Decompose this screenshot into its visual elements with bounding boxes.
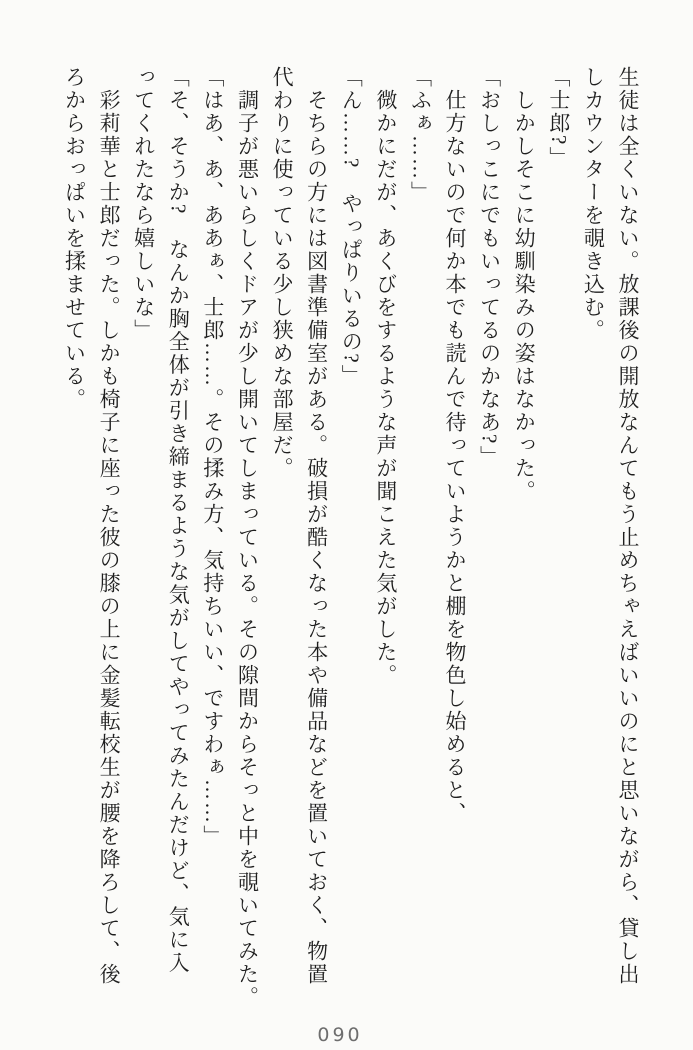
text-column: 生徒は全くいない。放課後の開放なんてもう止めちゃえばいいのにと思いながら、貸し出	[616, 66, 640, 986]
text-column: しカウンターを覗き込む。	[581, 66, 606, 342]
text-column-dialogue: 「はあ、あ、ああぁ、士郎……。その揉み方、気持ちいい、ですわぁ……」	[200, 66, 225, 848]
text-column-dialogue: 「そ、そうか? なんか胸全体が引き締まるような気がしてやってみたんだけど、気に入	[166, 66, 191, 975]
text-column: 微かにだが、あくびをするような声が聞こえた気がした。	[373, 66, 398, 687]
page-number: 090	[317, 1024, 363, 1046]
text-column-dialogue: 「ふぁ……」	[408, 66, 433, 204]
novel-text-block	[57, 66, 645, 1009]
text-column: 彩莉華と士郎だった。しかも椅子に座った彼の膝の上に金髪転校生が腰を降ろして、後	[97, 66, 122, 986]
text-column-dialogue: ってくれたなら嬉しいな」	[131, 66, 156, 342]
text-column: そちらの方には図書準備室がある。破損が酷くなった本や備品などを置いておく、物置	[304, 66, 329, 986]
text-column: 代わりに使っている少し狭めな部屋だ。	[270, 66, 295, 480]
text-column: 仕方ないので何か本でも読んで待っていようかと棚を物色し始めると、	[443, 66, 468, 825]
text-column: しかしそこに幼馴染みの姿はなかった。	[512, 66, 537, 503]
text-column-dialogue: 「ん……? やっぱりいるの?」	[339, 66, 364, 388]
text-column: 調子が悪いらしくドアが少し開いてしまっている。その隙間からそっと中を覗いてみた。	[235, 66, 260, 1009]
text-column: ろからおっぱいを揉ませている。	[62, 66, 87, 411]
text-column-dialogue: 「士郎?」	[546, 66, 571, 170]
text-column-dialogue: 「おしっこにでもいってるのかなあ?」	[477, 66, 502, 469]
